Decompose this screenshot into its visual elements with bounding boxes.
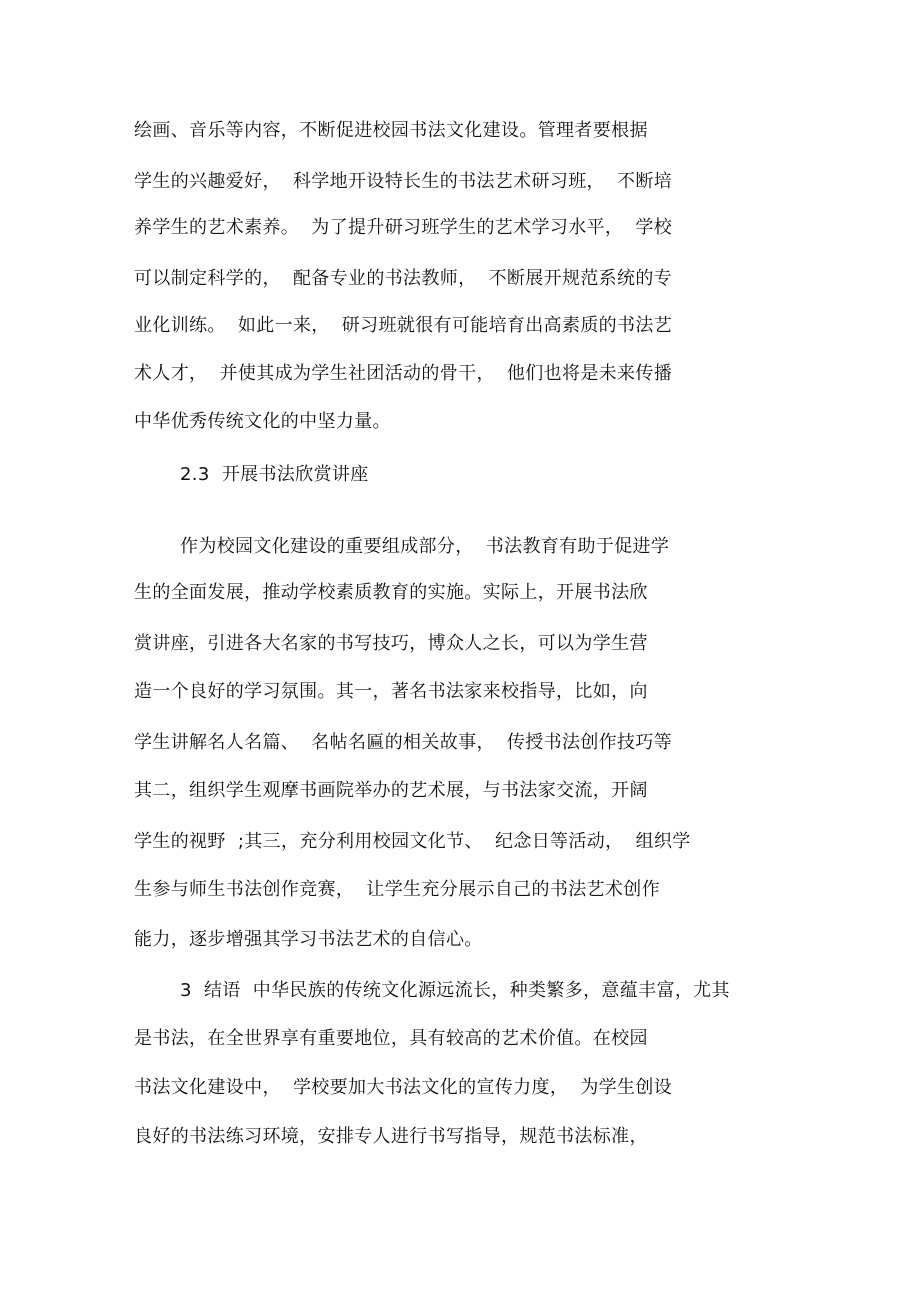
paragraph-1-line-3: 养学生的艺术素养。 为了提升研习班学生的艺术学习水平， 学校 (134, 217, 673, 238)
paragraph-1-line-7: 中华优秀传统文化的中坚力量。 (134, 411, 391, 432)
paragraph-2-line-1: 作为校园文化建设的重要组成部分， 书法教育有助于促进学 (180, 536, 670, 557)
paragraph-1-line-2: 学生的兴趣爱好， 科学地开设特长生的书法艺术研习班， 不断培 (134, 171, 673, 192)
paragraph-3-line-3: 书法文化建设中， 学校要加大书法文化的宣传力度， 为学生创设 (134, 1077, 673, 1098)
paragraph-1-line-4: 可以制定科学的， 配备专业的书法教师， 不断展开规范系统的专 (134, 268, 673, 289)
paragraph-2-line-4: 造一个良好的学习氛围。其一，著名书法家来校指导，比如，向 (134, 681, 648, 702)
paragraph-2-line-5: 学生讲解名人名篇、 名帖名匾的相关故事， 传授书法创作技巧等 (134, 732, 673, 753)
section-heading: 2.3 开展书法欣赏讲座 (180, 464, 369, 485)
paragraph-3-line-2: 是书法，在全世界享有重要地位，具有较高的艺术价值。在校园 (134, 1028, 648, 1049)
paragraph-3-line-4: 良好的书法练习环境，安排专人进行书写指导，规范书法标准， (134, 1126, 648, 1147)
paragraph-2-line-3: 赏讲座，引进各大名家的书写技巧，博众人之长，可以为学生营 (134, 633, 648, 654)
paragraph-2-line-2: 生的全面发展，推动学校素质教育的实施。实际上，开展书法欣 (134, 582, 648, 603)
paragraph-1-line-6: 术人才， 并使其成为学生社团活动的骨干， 他们也将是未来传播 (134, 363, 673, 384)
paragraph-2-line-9: 能力，逐步增强其学习书法艺术的自信心。 (134, 929, 483, 950)
paragraph-2-line-7: 学生的视野 ;其三，充分利用校园文化节、 纪念日等活动， 组织学 (134, 831, 691, 852)
paragraph-1-line-1: 绘画、音乐等内容，不断促进校园书法文化建设。管理者要根据 (134, 120, 648, 141)
paragraph-1-line-5: 业化训练。 如此一来， 研习班就很有可能培育出高素质的书法艺 (134, 315, 673, 336)
paragraph-3-line-1: 3 结语 中华民族的传统文化源远流长，种类繁多，意蕴丰富，尤其 (180, 980, 730, 1001)
paragraph-2-line-8: 生参与师生书法创作竞赛， 让学生充分展示自己的书法艺术创作 (134, 879, 660, 900)
paragraph-2-line-6: 其二，组织学生观摩书画院举办的艺术展，与书法家交流，开阔 (134, 780, 648, 801)
